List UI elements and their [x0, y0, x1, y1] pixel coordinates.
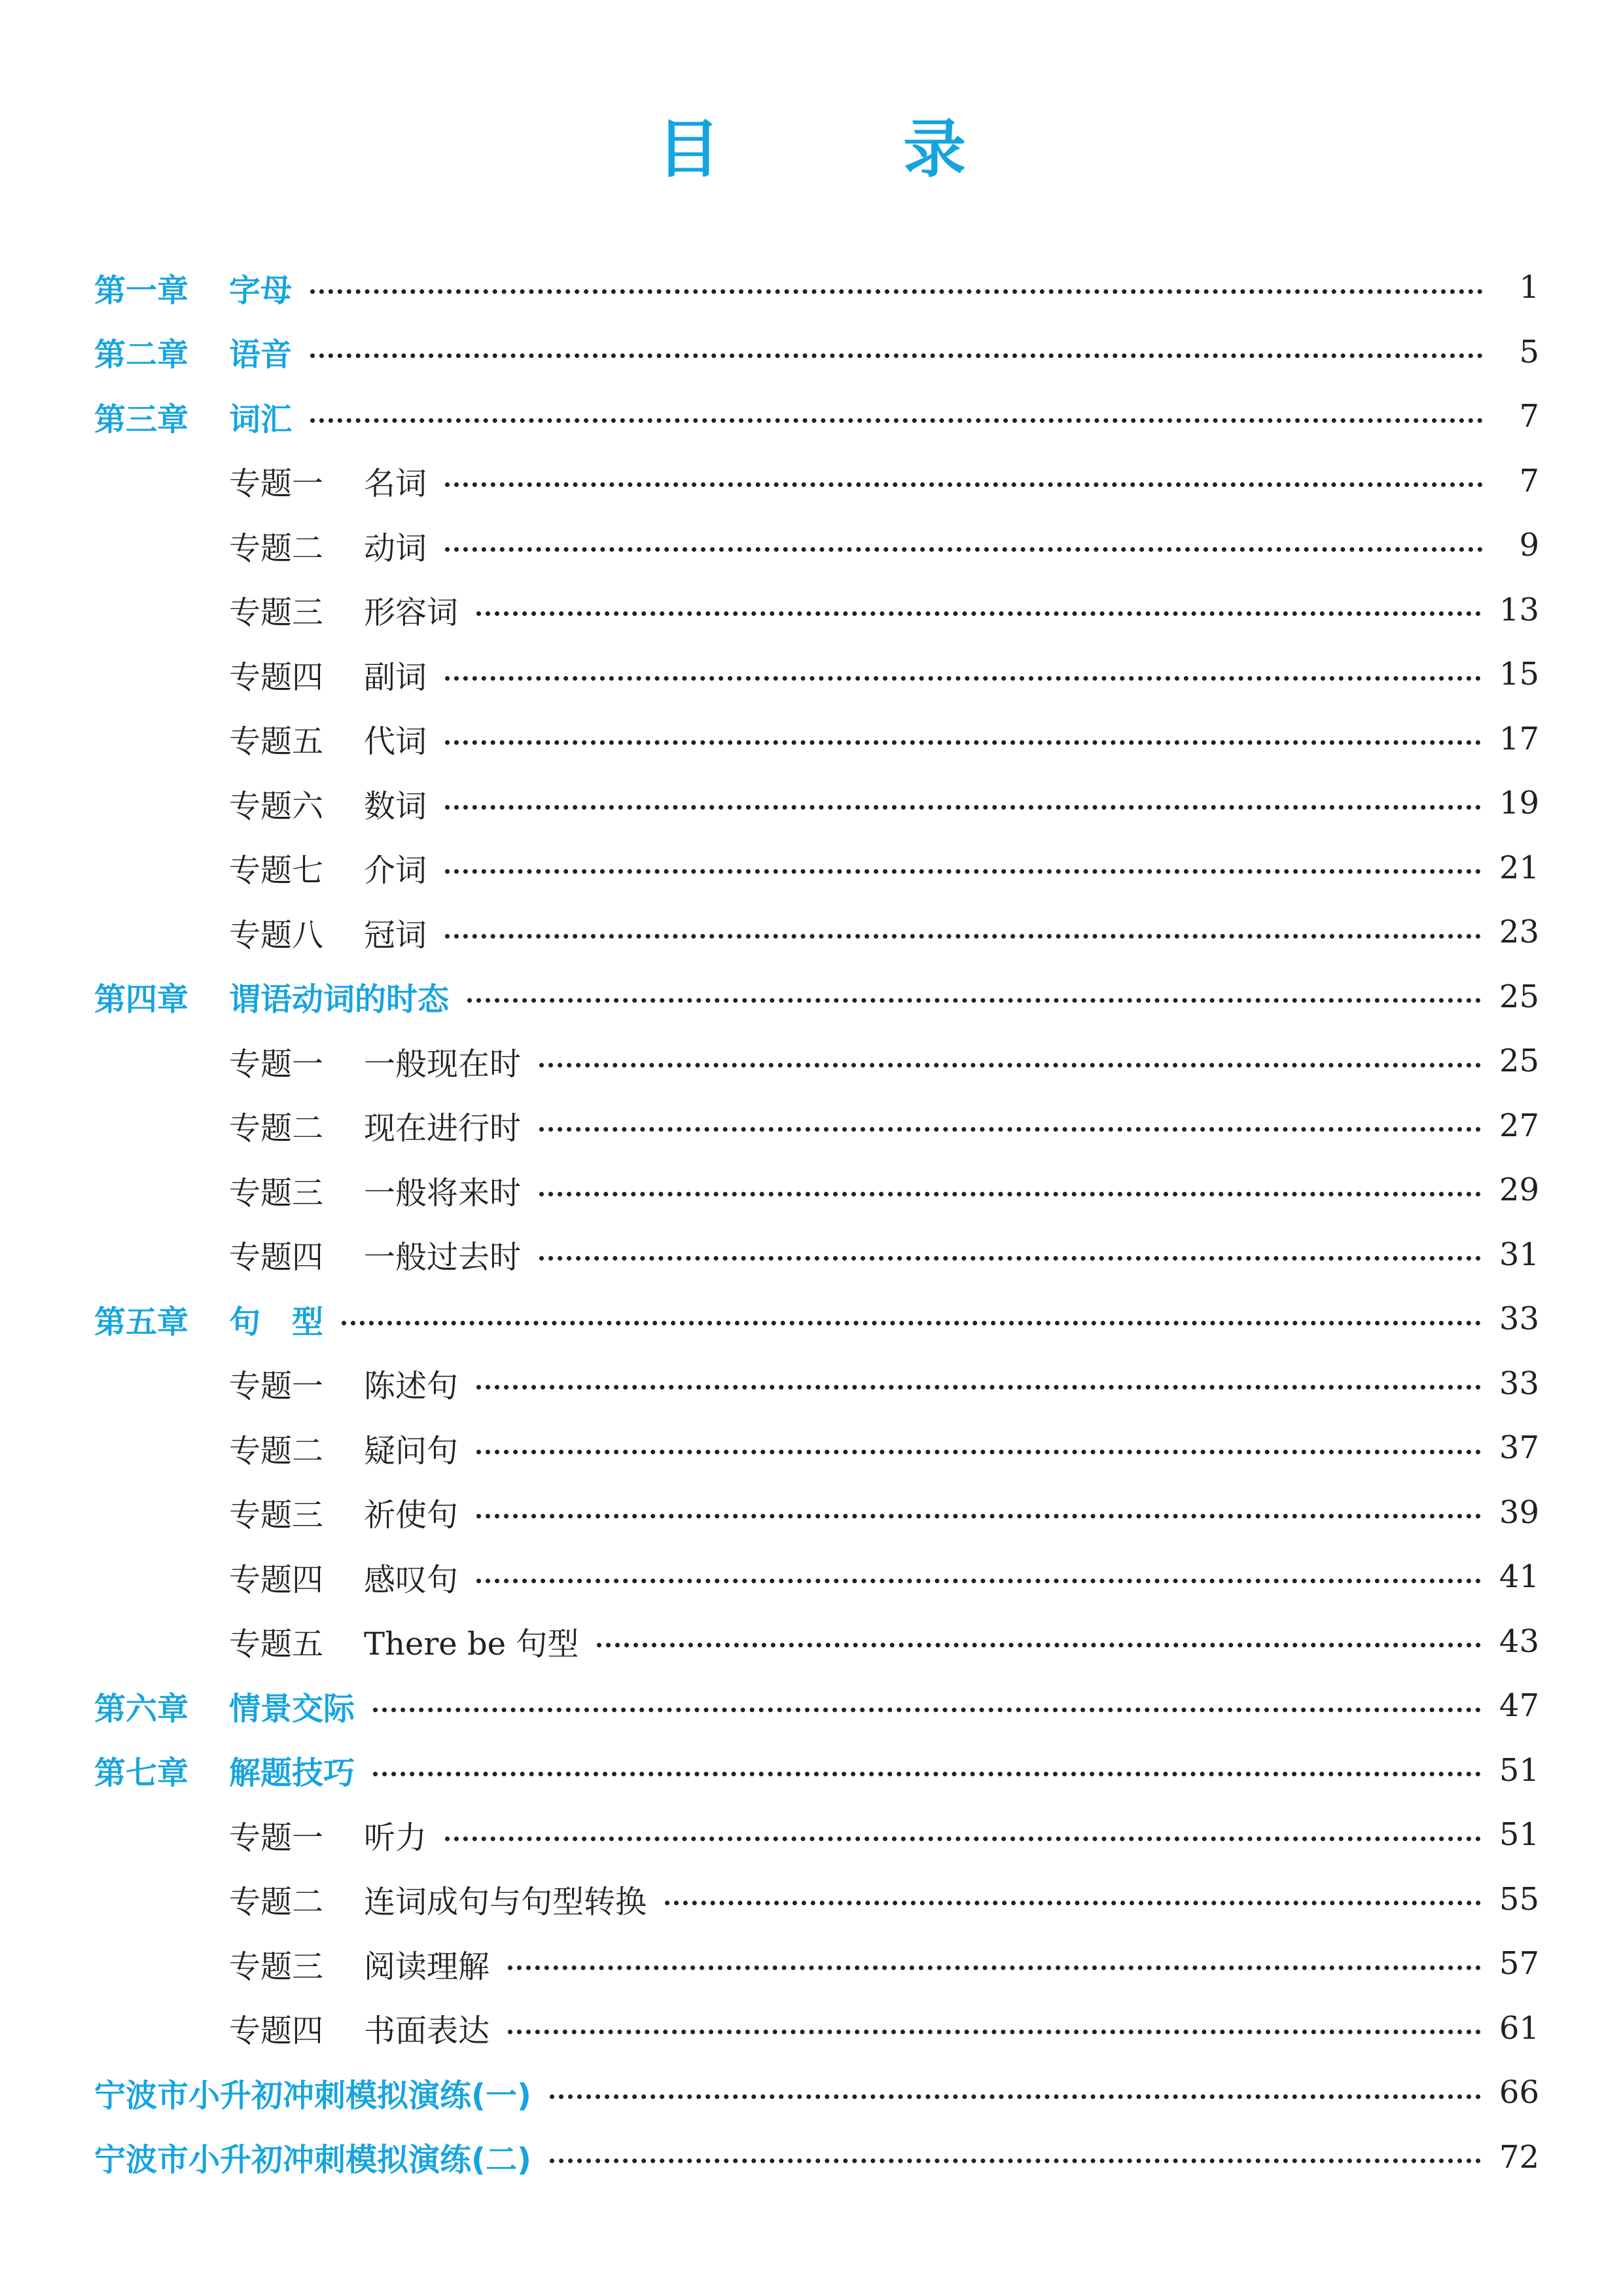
entry-title: 宁波市小升初冲刺模拟演练(二): [94, 2142, 531, 2179]
page-number: 25: [1499, 1043, 1539, 1080]
chapter-number: 第四章: [94, 981, 189, 1018]
dot-leader: [597, 1643, 1481, 1647]
toc-chapter-row: [94, 965, 1539, 1030]
toc-topic-row: [94, 707, 1539, 772]
page-number: 37: [1499, 1429, 1539, 1467]
toc-topic-row: [94, 1223, 1539, 1287]
entry-title: 连词成句与句型转换: [364, 1884, 647, 1921]
toc-chapter-row: [94, 384, 1539, 449]
topic-number: 专题一: [229, 1368, 324, 1405]
page-number: 7: [1519, 398, 1539, 435]
page-number: 57: [1499, 1945, 1539, 1982]
toc-topic-row: [94, 900, 1539, 965]
page-number: 29: [1499, 1172, 1539, 1209]
entry-title: 句 型: [229, 1303, 324, 1340]
chapter-number: 第六章: [94, 1690, 189, 1727]
toc-topic-row: [94, 1996, 1539, 2061]
topic-number: 专题八: [229, 916, 324, 954]
entry-title: 感叹句: [364, 1561, 459, 1598]
toc-topic-row: [94, 1094, 1539, 1158]
page-number: 7: [1519, 462, 1539, 499]
toc-topic-row: [94, 1803, 1539, 1867]
page-number: 27: [1499, 1107, 1539, 1144]
entry-title: 陈述句: [364, 1368, 459, 1405]
page-number: 72: [1499, 2138, 1539, 2176]
entry-title: 一般过去时: [364, 1239, 522, 1276]
entry-title: 现在进行时: [364, 1110, 522, 1147]
page-number: 55: [1499, 1880, 1539, 1918]
toc-topic-row: [94, 578, 1539, 643]
page-number: 9: [1519, 527, 1539, 564]
toc-topic-row: [94, 1545, 1539, 1609]
page-number: 17: [1499, 720, 1539, 757]
entry-title: 祈使句: [364, 1497, 459, 1534]
dot-leader: [445, 805, 1481, 810]
topic-number: 专题四: [229, 2013, 324, 2050]
entry-title: 代词: [364, 723, 427, 761]
toc-topic-row: [94, 1158, 1539, 1223]
toc-topic-row: [94, 771, 1539, 836]
dot-leader: [550, 2159, 1481, 2163]
topic-number: 专题五: [229, 1626, 324, 1663]
dot-leader: [539, 1192, 1481, 1196]
topic-number: 专题二: [229, 1110, 324, 1147]
entry-title: 宁波市小升初冲刺模拟演练(一): [94, 2077, 531, 2114]
entry-title: 语音: [229, 336, 293, 374]
dot-leader: [445, 869, 1481, 874]
dot-leader: [508, 1965, 1481, 1970]
dot-leader: [445, 934, 1481, 939]
topic-number: 专题二: [229, 1432, 324, 1469]
page-number: 21: [1499, 849, 1539, 886]
page-number: 23: [1499, 914, 1539, 951]
chapter-number: 第一章: [94, 272, 189, 309]
topic-number: 专题三: [229, 1948, 324, 1985]
entry-title: There be 句型: [364, 1626, 579, 1663]
entry-title: 数词: [364, 787, 427, 825]
entry-title: 书面表达: [364, 2013, 490, 2050]
chapter-number: 第七章: [94, 1755, 189, 1792]
entry-title: 谓语动词的时态: [229, 981, 450, 1018]
topic-number: 专题六: [229, 787, 324, 825]
page-number: 33: [1499, 1365, 1539, 1402]
toc-topic-row: [94, 836, 1539, 901]
toc-topic-row: [94, 513, 1539, 578]
dot-leader: [508, 2030, 1481, 2034]
toc-topic-row: [94, 1609, 1539, 1674]
page-number: 33: [1499, 1300, 1539, 1338]
dot-leader: [310, 418, 1483, 423]
toc-topic-row: [94, 1416, 1539, 1480]
page-number: 39: [1499, 1494, 1539, 1531]
dot-leader: [665, 1901, 1481, 1905]
page-number: 51: [1499, 1816, 1539, 1854]
topic-number: 专题四: [229, 658, 324, 696]
entry-title: 一般现在时: [364, 1045, 522, 1083]
topic-number: 专题一: [229, 1045, 324, 1083]
toc-topic-row: [94, 1867, 1539, 1932]
toc-chapter-row: [94, 1674, 1539, 1738]
page-number: 13: [1499, 591, 1539, 628]
topic-number: 专题二: [229, 529, 324, 567]
page-number: 47: [1499, 1687, 1539, 1725]
page-number: 15: [1499, 656, 1539, 693]
page-number: 1: [1519, 269, 1539, 306]
page-number: 5: [1519, 333, 1539, 370]
dot-leader: [539, 1063, 1481, 1067]
topic-number: 专题五: [229, 723, 324, 761]
toc-chapter-row: [94, 1738, 1539, 1803]
entry-title: 听力: [364, 1819, 427, 1856]
dot-leader: [476, 1450, 1481, 1454]
topic-number: 专题一: [229, 465, 324, 503]
dot-leader: [476, 1514, 1481, 1518]
toc-topic-row: [94, 1029, 1539, 1094]
dot-leader: [310, 353, 1483, 358]
topic-number: 专题二: [229, 1884, 324, 1921]
entry-title: 介词: [364, 852, 427, 889]
entry-title: 疑问句: [364, 1432, 459, 1469]
topic-number: 专题三: [229, 1174, 324, 1211]
page-number: 43: [1499, 1623, 1539, 1660]
entry-title: 副词: [364, 658, 427, 696]
chapter-number: 第三章: [94, 401, 189, 438]
chapter-number: 第二章: [94, 336, 189, 374]
dot-leader: [342, 1321, 1481, 1325]
topic-number: 专题四: [229, 1561, 324, 1598]
entry-title: 字母: [229, 272, 293, 309]
entry-title: 阅读理解: [364, 1948, 490, 1985]
dot-leader: [445, 676, 1481, 681]
toc-topic-row: [94, 1352, 1539, 1416]
chapter-number: 第五章: [94, 1303, 189, 1340]
entry-title: 词汇: [229, 401, 293, 438]
dot-leader: [539, 1256, 1481, 1261]
dot-leader: [467, 998, 1481, 1003]
topic-number: 专题一: [229, 1819, 324, 1856]
page-number: 61: [1499, 2009, 1539, 2047]
entry-title: 一般将来时: [364, 1174, 522, 1211]
table-of-contents: [94, 255, 1539, 2189]
dot-leader: [373, 1708, 1481, 1712]
topic-number: 专题四: [229, 1239, 324, 1276]
topic-number: 专题三: [229, 594, 324, 632]
dot-leader: [310, 289, 1483, 294]
toc-practice-row: [94, 2060, 1539, 2125]
dot-leader: [476, 611, 1481, 616]
page-number: 41: [1499, 1558, 1539, 1596]
topic-number: 专题七: [229, 852, 324, 889]
toc-chapter-row: [94, 255, 1539, 320]
toc-practice-row: [94, 2125, 1539, 2190]
dot-leader: [539, 1127, 1481, 1132]
dot-leader: [445, 547, 1483, 552]
toc-topic-row: [94, 1931, 1539, 1996]
dot-leader: [445, 740, 1481, 745]
dot-leader: [445, 482, 1483, 487]
page-number: 66: [1499, 2074, 1539, 2111]
entry-title: 解题技巧: [229, 1755, 355, 1792]
dot-leader: [550, 2094, 1481, 2099]
entry-title: 名词: [364, 465, 427, 503]
entry-title: 形容词: [364, 594, 459, 632]
toc-topic-row: [94, 449, 1539, 514]
toc-chapter-row: [94, 320, 1539, 385]
entry-title: 情景交际: [229, 1690, 355, 1727]
entry-title: 动词: [364, 529, 427, 567]
page-title: 目 录: [657, 113, 1026, 186]
dot-leader: [445, 1837, 1481, 1841]
page-number: 31: [1499, 1236, 1539, 1273]
page-number: 25: [1499, 978, 1539, 1015]
dot-leader: [476, 1385, 1481, 1390]
dot-leader: [373, 1772, 1481, 1776]
topic-number: 专题三: [229, 1497, 324, 1534]
entry-title: 冠词: [364, 916, 427, 954]
toc-topic-row: [94, 642, 1539, 707]
dot-leader: [476, 1579, 1481, 1583]
page-number: 51: [1499, 1751, 1539, 1789]
page-number: 19: [1499, 785, 1539, 822]
toc-topic-row: [94, 1480, 1539, 1545]
toc-chapter-row: [94, 1287, 1539, 1352]
